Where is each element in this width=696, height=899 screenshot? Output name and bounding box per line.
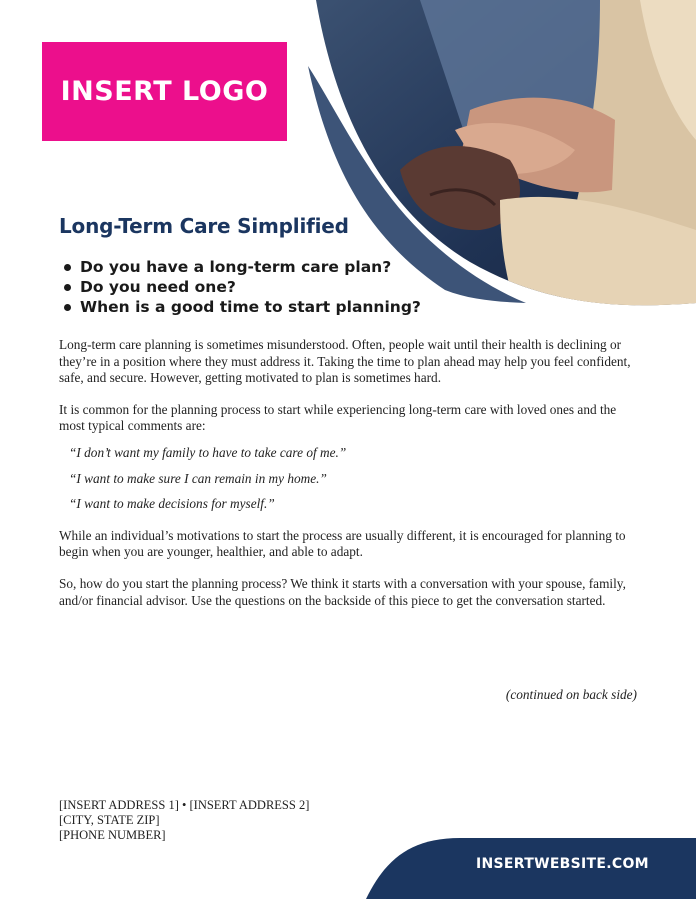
question-list bbox=[62, 257, 421, 317]
quote-item: “I don’t want my family to have to take care of me.” bbox=[69, 444, 347, 460]
address-line: [INSERT ADDRESS 1] • [INSERT ADDRESS 2] bbox=[59, 798, 310, 812]
logo-text: INSERT LOGO bbox=[60, 76, 269, 107]
website-link[interactable]: INSERTWEBSITE.COM bbox=[476, 856, 649, 872]
paragraph-motivation: While an individual’s motivations to start the process are usually different, it is encouraged for planning to begin when you are younger, healthier, and able to adapt. bbox=[59, 527, 626, 560]
quote-item: “I want to make decisions for myself.” bbox=[69, 496, 275, 512]
city-state-zip: [CITY, STATE ZIP] bbox=[59, 813, 160, 827]
paragraph-how-to-start: So, how do you start the planning process? We think it starts with a conversation with your spouse, family, and/or financial advisor. Use the questions on the backside of this piece to get the conversation started. bbox=[59, 575, 626, 608]
phone-number: [PHONE NUMBER] bbox=[59, 828, 166, 842]
logo-placeholder bbox=[42, 42, 287, 141]
paragraph-comments-intro: It is common for the planning process to start while experiencing long-term care with loved ones and the most typical comments are: bbox=[59, 401, 617, 434]
question-item: Do you need one? bbox=[62, 277, 421, 297]
body-text bbox=[59, 337, 639, 624]
question-item: Do you have a long-term care plan? bbox=[62, 257, 421, 277]
question-item: When is a good time to start planning? bbox=[62, 297, 421, 317]
paragraph-intro: Long-term care planning is sometimes misunderstood. Often, people wait until their health is declining or they’re in a position where they must address it. Taking the time to plan ahead may help you feel confident, safe, and secure. However, getting motivated to plan is sometimes hard. bbox=[59, 337, 631, 386]
quote-item: “I want to make sure I can remain in my home.” bbox=[69, 470, 327, 486]
continued-note: (continued on back side) bbox=[505, 687, 637, 702]
page-title: Long-Term Care Simplified bbox=[59, 214, 349, 238]
